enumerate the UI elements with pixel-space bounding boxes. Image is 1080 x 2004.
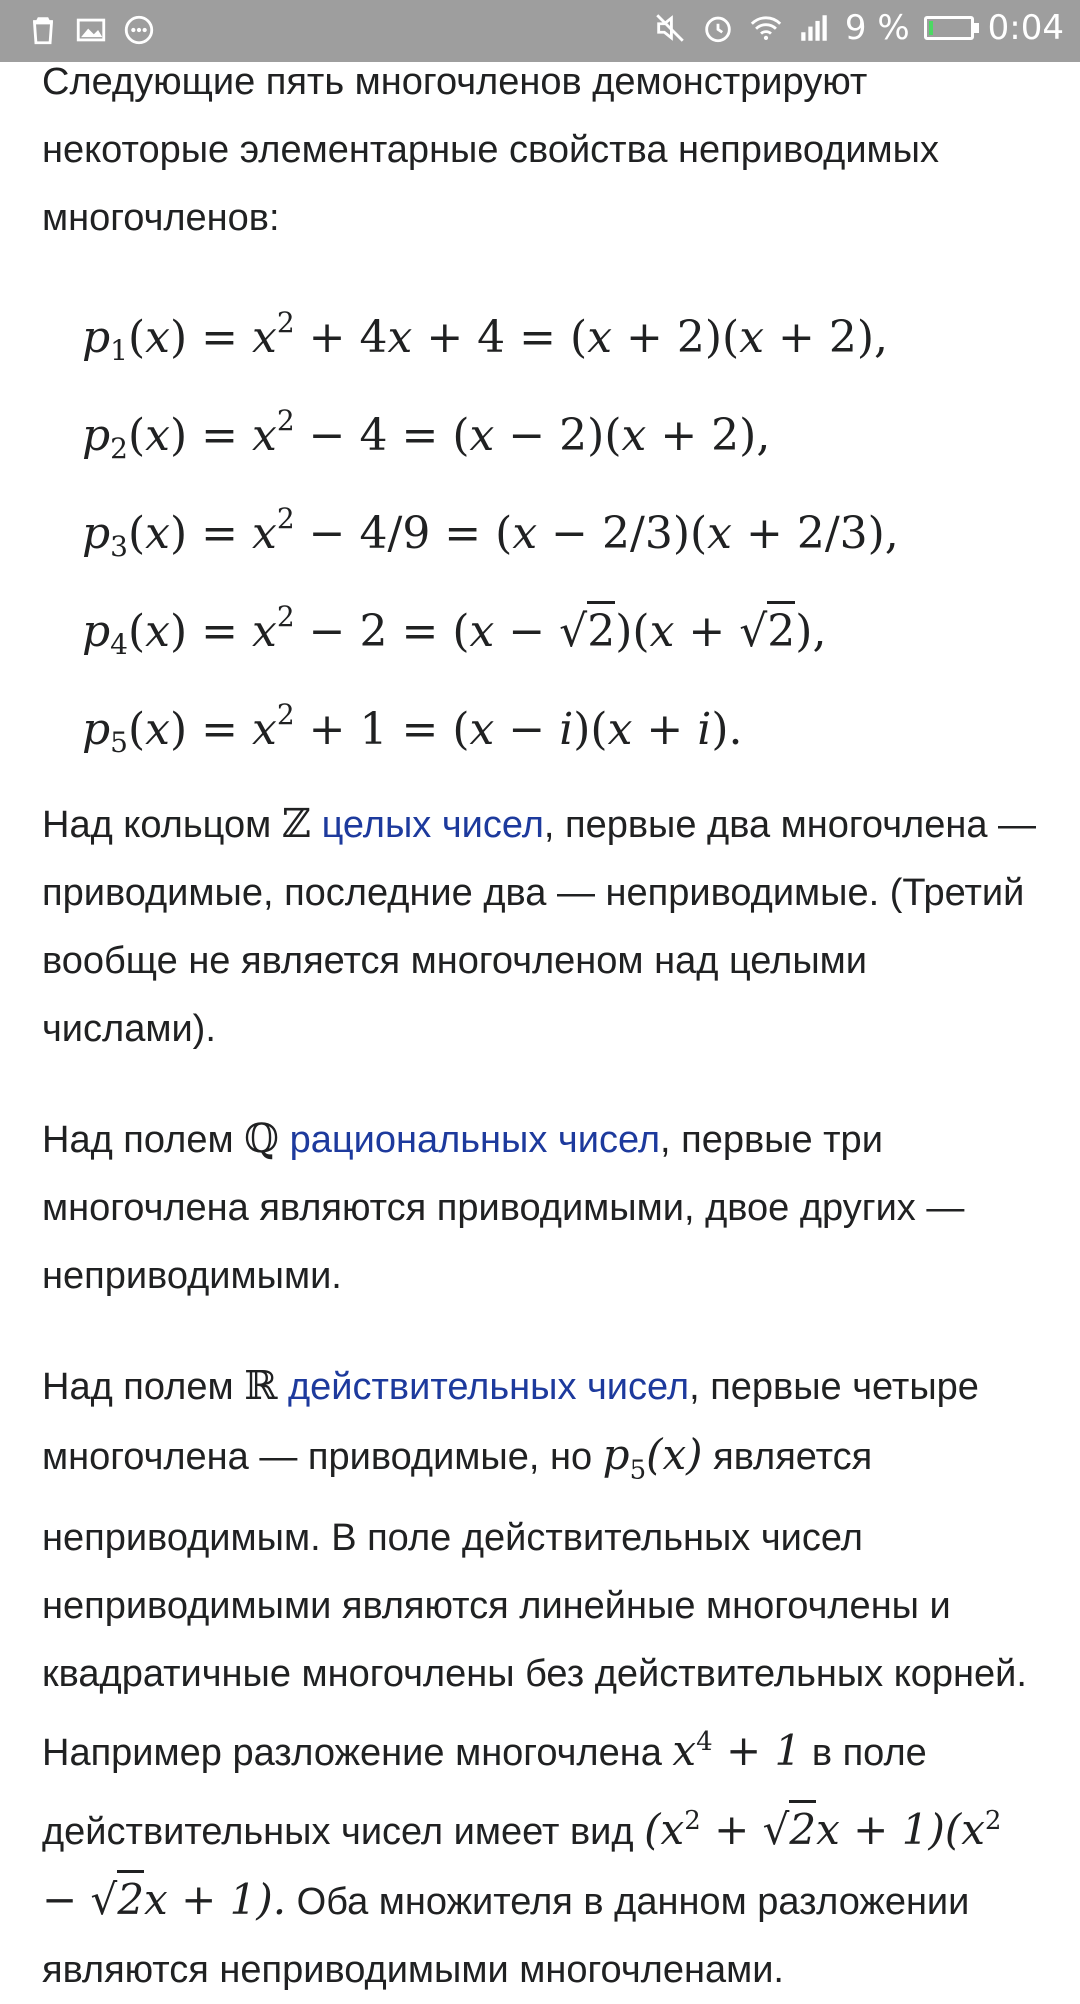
trash-icon xyxy=(26,13,60,47)
more-icon xyxy=(122,13,156,47)
battery-percent: 9 % xyxy=(844,8,910,48)
math-x4-plus-1: $x^4 + 1$ xyxy=(672,1726,802,1776)
formula-line: $p_5(x) = x^2 + 1 = (x - i)(x + i)$. xyxy=(82,698,743,759)
formula-block xyxy=(42,252,1042,790)
rationals-link[interactable]: рациональных чисел xyxy=(289,1119,660,1161)
image-icon xyxy=(74,13,108,47)
integers-link[interactable]: целых чисел xyxy=(321,804,544,846)
math-factorization: $(x^2 + √2x + 1)(x^2 - √2x + 1)$. xyxy=(42,1805,1001,1924)
math-p5: $p_5(x)$ xyxy=(602,1430,703,1486)
clock: 0:04 xyxy=(987,8,1064,48)
formula-line: $p_4(x) = x^2 - 2 = (x - √2)(x + √2)$, xyxy=(82,600,827,661)
integers-symbol: ℤ xyxy=(281,801,311,847)
intro-paragraph: Следующие пять многочленов демонстрируют некоторые элементарные свойства неприводимых многочленов: xyxy=(42,61,939,239)
formula-line: $p_1(x) = x^2 + 4x + 4 = (x + 2)(x + 2)$, xyxy=(82,306,889,367)
integers-paragraph: Над кольцом ℤ целых чисел, первые два многочлена — приводимые, последние два — неприводимые. (Третий вообще не является многочленом над целыми числами). xyxy=(42,801,1037,1050)
article-body xyxy=(42,48,1042,2004)
signal-icon xyxy=(797,11,831,45)
formula-line: $p_2(x) = x^2 - 4 = (x - 2)(x + 2)$, xyxy=(82,404,771,465)
alarm-icon xyxy=(701,11,735,45)
wifi-icon xyxy=(749,11,783,45)
rationals-paragraph: Над полем ℚ рациональных чисел, первые три многочлена являются приводимыми, двое других — неприводимыми. xyxy=(42,1116,965,1297)
formula-line: $p_3(x) = x^2 - 4/9 = (x - 2/3)(x + 2/3)$, xyxy=(82,502,899,563)
reals-paragraph: Над полем ℝ действительных чисел, первые четыре многочлена — приводимые, но $p_5(x)$ является неприводимым. В поле действительных чисел неприводимыми являются линейные многочлены и квадратичные многочлены без действительных корней. Например разложение многочлена $x^4 + 1$ в поле действительных чисел имеет вид $(x^2 + √2x + 1)(x^2 - √2x + 1)$. Оба множителя в данном разложении являются неприводимыми многочленами. xyxy=(42,1363,1027,1992)
mute-icon xyxy=(653,11,687,45)
battery-icon xyxy=(924,16,974,40)
reals-symbol: ℝ xyxy=(244,1363,278,1409)
reals-link[interactable]: действительных чисел xyxy=(287,1366,690,1408)
rationals-symbol: ℚ xyxy=(244,1116,280,1162)
